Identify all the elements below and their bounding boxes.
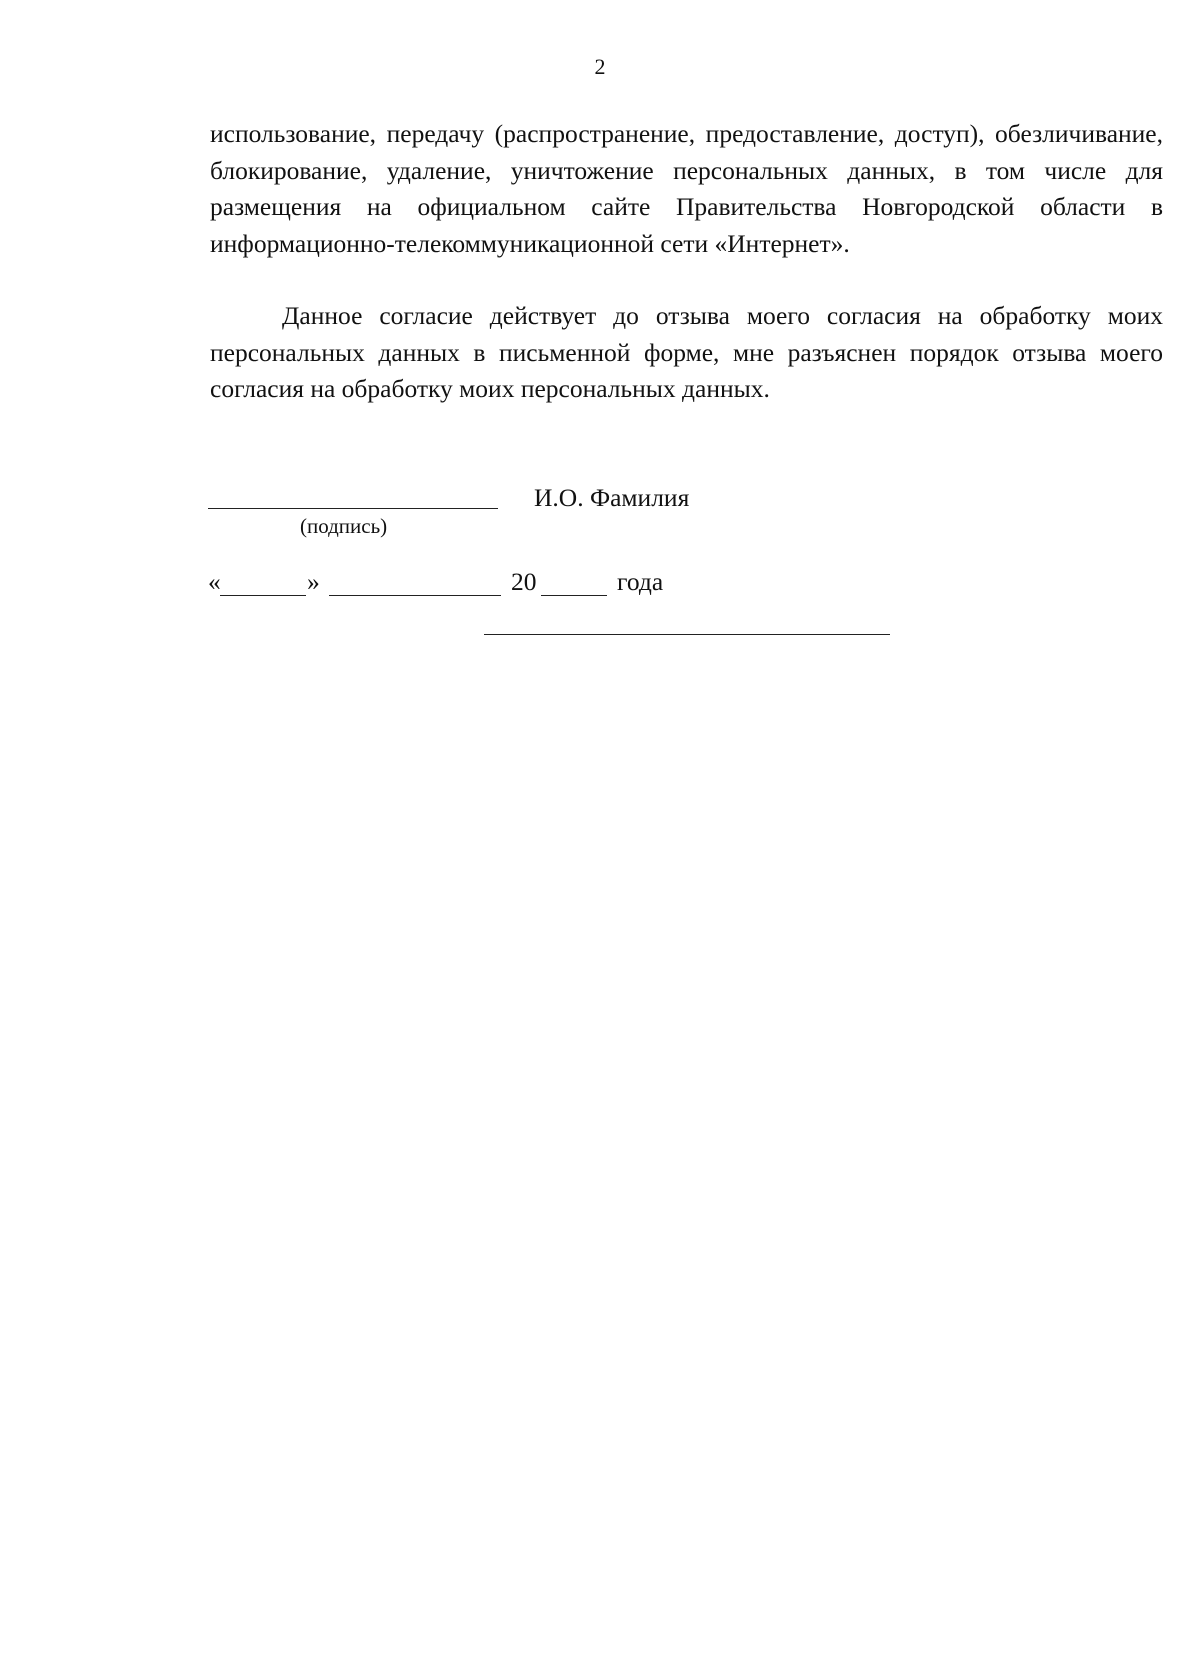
date-century: 20 bbox=[511, 567, 537, 596]
consent-paragraph-processing: использование, передачу (распространение, предоставление, доступ), обезличивание, блокирование, удаление, уничтожение персональных данных, в том числе для размещения на официальном сайте Правительства Новгородской области в информационно-телекоммуникационной сети «Интернет». bbox=[210, 119, 1163, 258]
signature-line bbox=[208, 508, 498, 509]
date-month-blank bbox=[329, 595, 501, 596]
date-day-blank bbox=[220, 595, 306, 596]
closing-divider-line bbox=[484, 634, 890, 635]
signature-caption: (подпись) bbox=[300, 514, 388, 538]
date-year-blank bbox=[541, 595, 607, 596]
date-suffix: года bbox=[617, 567, 664, 596]
date-close-quote: » bbox=[307, 567, 320, 596]
date-row bbox=[0, 565, 1200, 605]
page-number: 2 bbox=[594, 54, 606, 79]
signer-name: И.О. Фамилия bbox=[534, 483, 690, 512]
date-open-quote: « bbox=[208, 567, 221, 596]
consent-paragraph-validity: Данное согласие действует до отзыва моего согласия на обработку моих персональных данных в письменной форме, мне разъяснен порядок отзыва моего согласия на обработку моих персональных данных. bbox=[210, 301, 1163, 403]
